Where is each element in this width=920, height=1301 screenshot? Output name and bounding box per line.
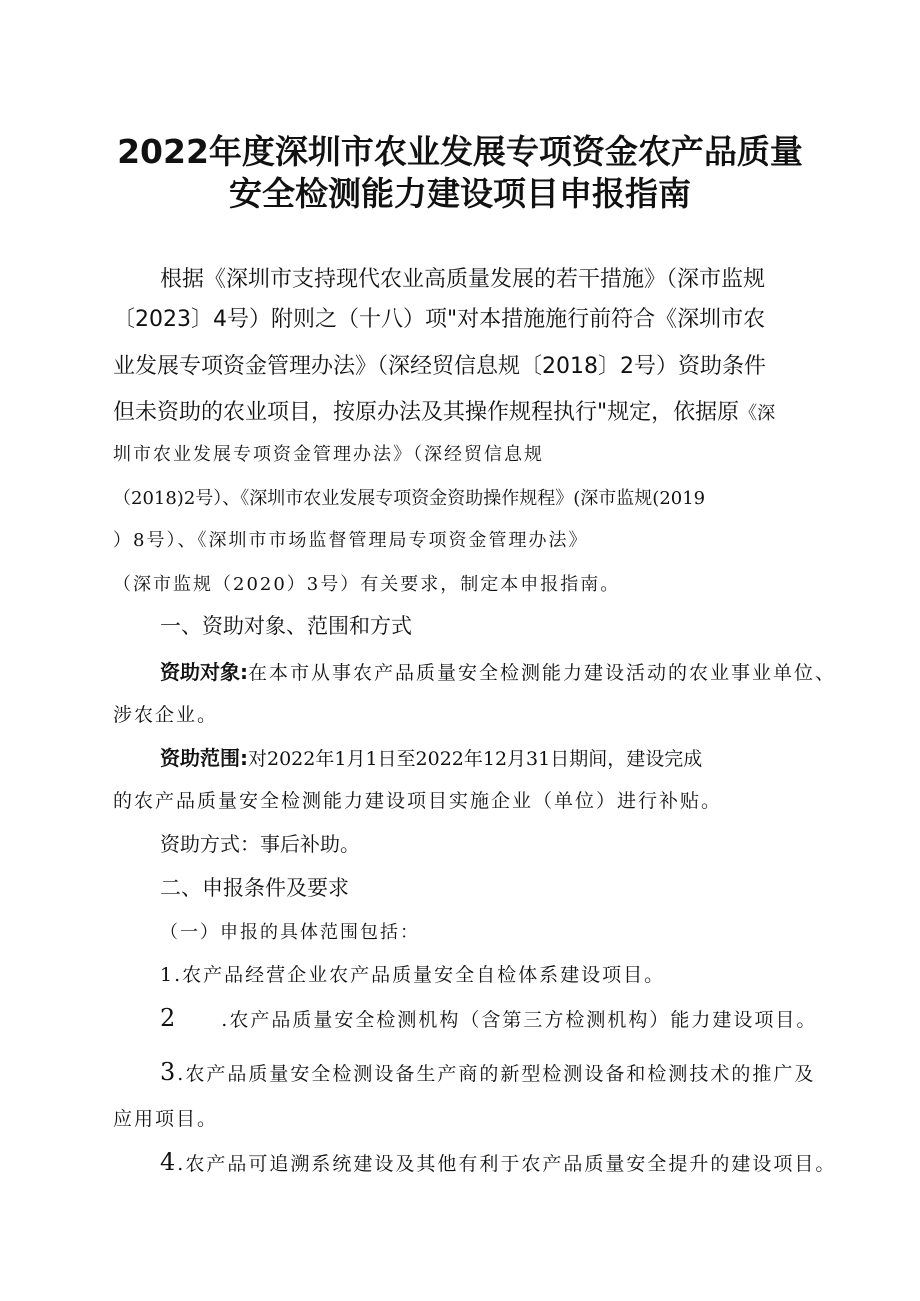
intro-line-2: 〔2023〕4号）附则之（十八）项"对本措施施行前符合《深圳市农 xyxy=(113,307,766,332)
funding-scope-text: 对2022年1月1日至2022年12月31日期间，建设完成 xyxy=(248,748,703,770)
list-item-2 xyxy=(160,1004,817,1032)
funding-target xyxy=(160,656,836,685)
section-2-heading: 二、申报条件及要求 xyxy=(160,876,349,900)
intro-line-5: 圳市农业发展专项资金管理办法》（深经贸信息规 xyxy=(113,444,544,465)
intro-line-4 xyxy=(113,395,775,426)
funding-target-label: 资助对象: xyxy=(160,660,248,684)
list-item-4-number: 4 xyxy=(160,1148,178,1176)
funding-target-text: 在本市从事农产品质量安全检测能力建设活动的农业事业单位、 xyxy=(248,662,837,684)
intro-line-4-tail: 《深 xyxy=(739,403,776,424)
funding-target-text-2: 涉农企业。 xyxy=(113,704,219,726)
intro-line-3: 业发展专项资金管理办法》（深经贸信息规〔2018〕2号）资助条件 xyxy=(113,354,766,379)
list-item-2-text: .农产品质量安全检测机构（含第三方检测机构）能力建设项目。 xyxy=(221,1009,818,1031)
funding-scope-text-2: 的农产品质量安全检测能力建设项目实施企业（单位）进行补贴。 xyxy=(113,790,723,812)
funding-scope xyxy=(160,742,702,771)
list-item-3-number: 3 xyxy=(160,1058,178,1086)
list-item-4 xyxy=(160,1148,836,1176)
list-item-3-text: .农产品质量安全检测设备生产商的新型检测设备和检测技术的推广及 xyxy=(177,1063,816,1085)
intro-line-1: 根据《深圳市支持现代农业高质量发展的若干措施》（深市监规 xyxy=(160,267,766,292)
intro-line-7: ）8号）、《深圳市市场监督管理局专项资金管理办法》 xyxy=(113,530,589,551)
funding-scope-label: 资助范围: xyxy=(160,746,248,770)
section-2-sub-1: （一）申报的具体范围包括： xyxy=(160,922,420,943)
list-item-1: 1.农产品经营企业农产品质量安全自检体系建设项目。 xyxy=(160,964,666,986)
document-title-line-2: 安全检测能力建设项目申报指南 xyxy=(229,174,691,213)
list-item-3 xyxy=(160,1058,815,1086)
intro-line-6: （2018)2号）、《深圳市农业发展专项资金资助操作规程》(深市监规(2019 xyxy=(113,488,706,509)
intro-line-4-main: 但未资助的农业项目，按原办法及其操作规程执行"规定，依据原 xyxy=(113,400,740,425)
list-item-3-text-2: 应用项目。 xyxy=(113,1108,219,1130)
document-title-line-1: 2022年度深圳市农业发展专项资金农产品质量 xyxy=(117,132,803,171)
section-1-heading: 一、资助对象、范围和方式 xyxy=(160,614,412,638)
intro-line-8: （深市监规（2020）3号）有关要求，制定本申报指南。 xyxy=(113,574,621,595)
list-item-4-text: .农产品可追溯系统建设及其他有利于农产品质量安全提升的建设项目。 xyxy=(177,1153,837,1175)
funding-method: 资助方式：事后补助。 xyxy=(160,832,360,856)
list-item-2-number: 2 xyxy=(160,1004,178,1032)
